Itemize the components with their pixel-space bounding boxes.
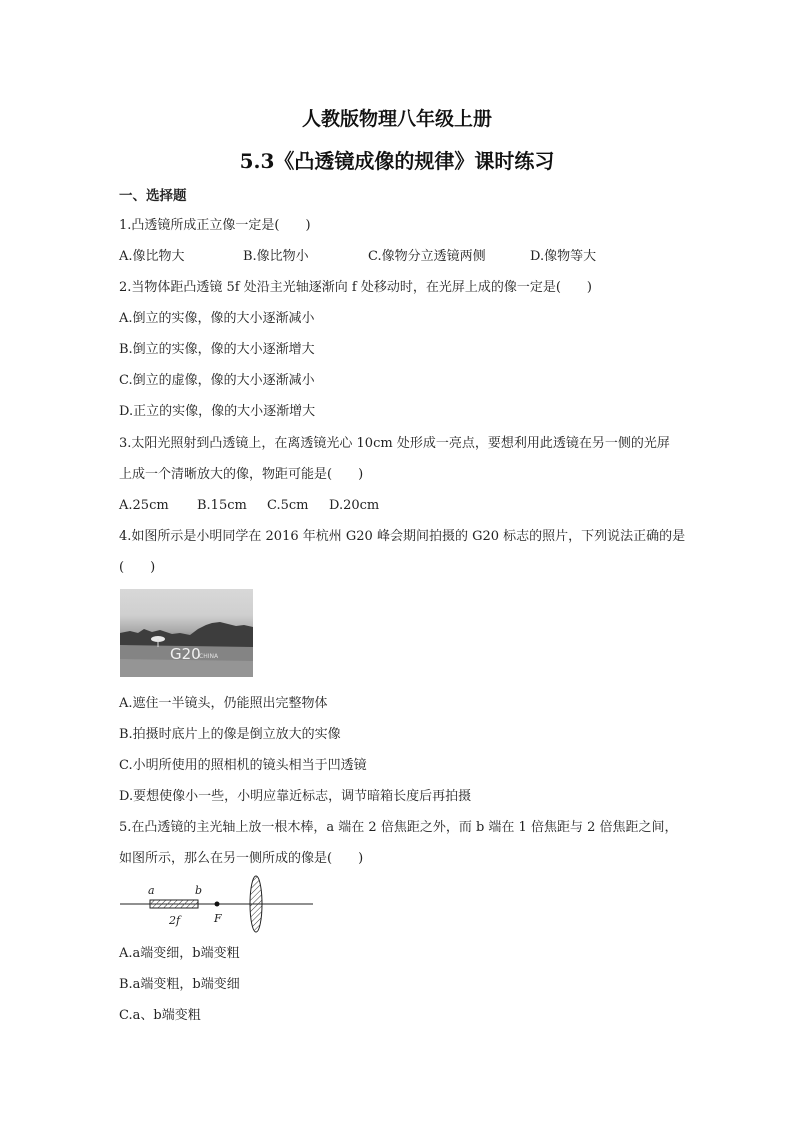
question-2-stem: 2.当物体距凸透镜 5f 处沿主光轴逐渐向 f 处移动时，在光屏上成的像一定是( ) xyxy=(119,280,592,295)
q1-option-b: B.像比物小 xyxy=(243,249,309,264)
q2-option-b: B.倒立的实像，像的大小逐渐增大 xyxy=(119,342,315,357)
question-4-stem-line1: 4.如图所示是小明同学在 2016 年杭州 G20 峰会期间拍摄的 G20 标志的照片，下列说法正确的是 xyxy=(119,529,686,544)
question-5-stem-line2: 如图所示，那么在另一侧所成的像是( ) xyxy=(119,851,364,866)
q3-option-a: A.25cm xyxy=(119,498,169,513)
g20-logo-text: G20 xyxy=(170,645,201,663)
doc-title: 人教版物理八年级上册 xyxy=(301,108,492,130)
question-1-stem: 1.凸透镜所成正立像一定是( ) xyxy=(119,218,311,233)
g20-logo-subtext: CHINA xyxy=(199,653,219,660)
section-heading: 一、选择题 xyxy=(119,188,187,204)
q2-option-c: C.倒立的虚像，像的大小逐渐减小 xyxy=(119,373,315,388)
label-F: F xyxy=(214,912,222,925)
question-4-stem-line2: ( ) xyxy=(119,560,156,575)
question-1-options xyxy=(119,249,596,265)
q3-option-d: D.20cm xyxy=(329,498,380,513)
focal-point xyxy=(215,902,220,907)
q3-option-c: C.5cm xyxy=(267,498,309,513)
q2-option-a: A.倒立的实像，像的大小逐渐减小 xyxy=(119,311,315,326)
lens-diagram-svg xyxy=(118,874,318,936)
label-b: b xyxy=(195,884,203,897)
wooden-stick xyxy=(150,900,198,908)
doc-subtitle: 5.3《凸透镜成像的规律》课时练习 xyxy=(239,149,555,173)
q5-option-a: A.a端变细，b端变粗 xyxy=(119,946,240,961)
q4-option-d: D.要想使像小一些，小明应靠近标志，调节暗箱长度后再拍摄 xyxy=(119,789,472,804)
g20-photo xyxy=(120,589,253,677)
q2-option-d: D.正立的实像，像的大小逐渐增大 xyxy=(119,404,316,419)
label-2f: 2f xyxy=(169,914,181,927)
question-3-options xyxy=(119,498,379,514)
q4-option-c: C.小明所使用的照相机的镜头相当于凹透镜 xyxy=(119,758,367,773)
question-3-stem-line1: 3.太阳光照射到凸透镜上，在离透镜光心 10cm 处形成一亮点，要想利用此透镜在另一侧的光屏 xyxy=(119,436,670,451)
q1-option-d: D.像物等大 xyxy=(530,249,597,264)
q4-option-a: A.遮住一半镜头，仍能照出完整物体 xyxy=(119,696,328,711)
q5-option-c: C.a、b端变粗 xyxy=(119,1008,201,1023)
g20-photo-scene xyxy=(120,589,253,677)
q3-option-b: B.15cm xyxy=(197,498,247,513)
q4-option-b: B.拍摄时底片上的像是倒立放大的实像 xyxy=(119,727,341,742)
q5-option-b: B.a端变粗，b端变细 xyxy=(119,977,240,992)
lens-diagram xyxy=(118,874,318,940)
question-5-stem-line1: 5.在凸透镜的主光轴上放一根木棒，a 端在 2 倍焦距之外，而 b 端在 1 倍焦距与 2 倍焦距之间， xyxy=(119,820,678,835)
question-3-stem-line2: 上成一个清晰放大的像，物距可能是( ) xyxy=(119,467,364,482)
q1-option-c: C.像物分立透镜两侧 xyxy=(368,249,486,264)
label-a: a xyxy=(148,884,155,897)
convex-lens xyxy=(250,876,262,932)
q1-option-a: A.像比物大 xyxy=(119,249,185,264)
